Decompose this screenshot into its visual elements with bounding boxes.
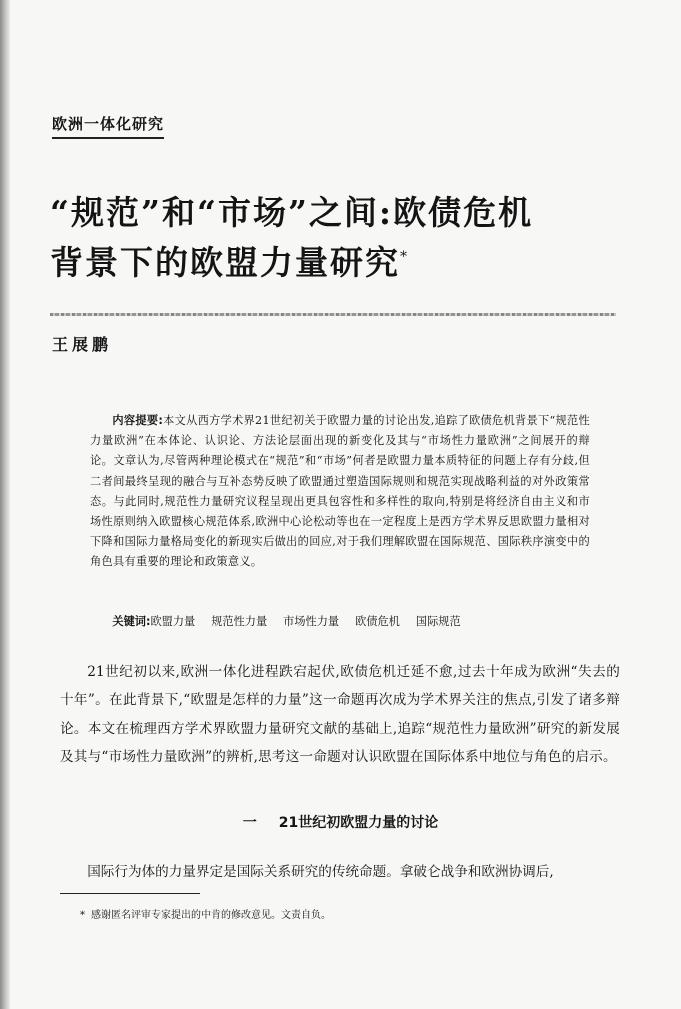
keywords-label: 关键词: <box>112 615 151 628</box>
section-heading <box>0 812 681 832</box>
intro-text: 21世纪初以来,欧洲一体化进程跌宕起伏,欧债危机迁延不愈,过去十年成为欧洲“失去的十年”。在此背景下,“欧盟是怎样的力量”这一命题再次成为学术界关注的焦点,引发了诸多辩论。本文在梳理西方学术界欧盟力量研究文献的基础上,追踪“规范性力量欧洲”研究的新发展及其与“市场性力量欧洲”的辨析,思考这一命题对认识欧盟在国际体系中地位与角色的启示。 <box>60 664 620 765</box>
section-label: 欧洲一体化研究 <box>52 113 164 139</box>
section-paragraph <box>60 858 620 886</box>
keyword-item: 市场性力量 <box>283 615 340 628</box>
keyword-item: 国际规范 <box>415 615 461 628</box>
author-name: 王展鹏 <box>52 335 113 354</box>
title-line-1: “规范”和“市场”之间:欧债危机 <box>50 193 534 232</box>
title-line-2 <box>50 238 640 288</box>
section-title: 21世纪初欧盟力量的讨论 <box>278 815 439 831</box>
abstract <box>90 411 590 573</box>
keyword-item: 欧盟力量 <box>150 615 196 628</box>
footnote <box>80 908 331 924</box>
keyword-item: 欧债危机 <box>355 615 400 628</box>
footnote-rule <box>60 893 200 894</box>
footnote-mark: * <box>80 910 85 921</box>
abstract-text: 本文从西方学术界21世纪初关于欧盟力量的讨论出发,追踪了欧债危机背景下“规范性力量欧洲”在本体论、认识论、方法论层面出现的新变化及其与“市场性力量欧洲”之间展开的辩论。文章认为,尽管两种理论模式在“规范”和“市场”何者是欧盟力量本质特征的问题上存有分歧,但二者间最终呈现的融合与互补态势反映了欧盟通过塑造国际规则和规范实现战略利益的对外政策常态。与此同时,规范性力量研究议程呈现出更具包容性和多样性的取向,特别是将经济自由主义和市场性原则纳入欧盟核心规范体系,欧洲中心论松动等也在一定程度上是西方学术界反思欧盟力量相对下降和国际力量格局变化的新现实后做出的回应,对于我们理解欧盟在国际规范、国际秩序演变中的角色具有重要的理论和政策意义。 <box>90 414 590 569</box>
keywords <box>90 612 590 632</box>
title-footnote-mark: * <box>400 249 409 265</box>
book-spine-shadow <box>0 0 10 1009</box>
section-number: 一 <box>242 815 257 831</box>
article-title <box>50 188 640 288</box>
abstract-label: 内容提要: <box>112 414 164 427</box>
intro-paragraph <box>60 658 620 771</box>
keyword-item: 规范性力量 <box>211 615 268 628</box>
section-text: 国际行为体的力量界定是国际关系研究的传统命题。拿破仑战争和欧洲协调后, <box>87 864 554 880</box>
title-divider <box>50 313 616 316</box>
footnote-text: 感谢匿名评审专家提出的中肯的修改意见。文责自负。 <box>91 910 331 921</box>
title-line-2-text: 背景下的欧盟力量研究 <box>50 243 400 282</box>
